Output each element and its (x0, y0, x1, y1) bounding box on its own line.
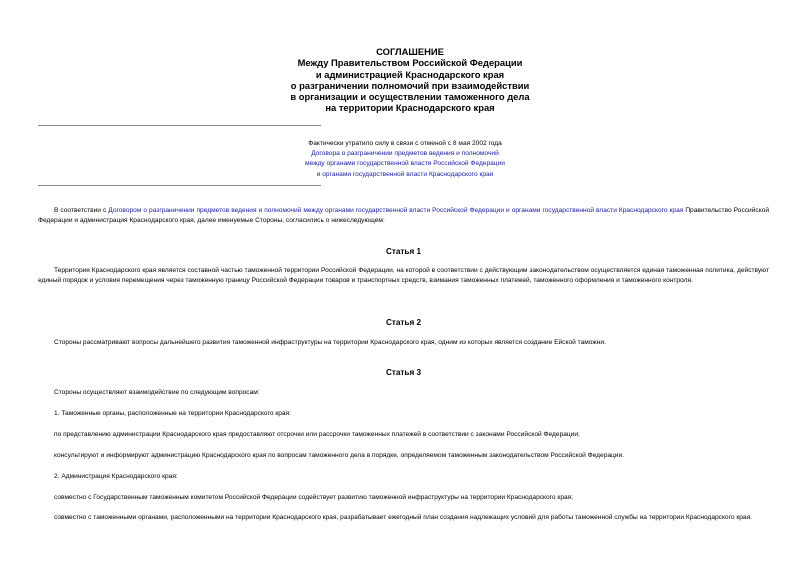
title-line-1: СОГЛАШЕНИЕ (376, 46, 444, 57)
article-1-paragraph-1: Территория Краснодарского края является составной частью таможенной территории Российской Федерации, на которой в соответствии с действующим законодательством осуществляется единая таможенная политика, действуют единый порядок и условия перемещения через таможенную границу Российской Федерации товаров и транспортных средств, взимания таможенных платежей, таможенного оформления и таможенного контроля. (38, 267, 769, 285)
article-2-paragraph-1: Стороны рассматривают вопросы дальнейшего развития таможенной инфраструктуры на территории Краснодарского края, одним из которых является создание Ейской таможни. (54, 339, 606, 346)
title-line-6: на территории Краснодарского края (325, 102, 495, 114)
article-3-paragraph-6: совместно с Государственным таможенным комитетом Российской Федерации содействует развитию таможенной инфраструктуры на территории Краснодарского края; (54, 494, 574, 501)
article-3-paragraph-1: Стороны осуществляют взаимодействие по следующим вопросам: (54, 389, 260, 396)
article-3-paragraph-7: совместно с таможенными органами, расположенными на территории Краснодарского края, разрабатывает ежегодный план создания надлежащих условий для работы таможенной службы на территории Краснодарского края. (54, 514, 752, 521)
status-text: Фактически утратило силу в связи с отменой с 8 мая 2002 года (308, 140, 502, 147)
title-line-2: Между Правительством Российской Федерации (297, 57, 523, 69)
title-line-5: в организации и осуществлении таможенного дела (290, 91, 530, 103)
document-title (150, 46, 670, 114)
title-line-3: и администрацией Краснодарского края (315, 68, 505, 80)
top-divider (38, 125, 321, 126)
article-3-paragraph-5: 2. Администрация Краснодарского края: (54, 473, 178, 480)
article-3-paragraph-3: по представлению администрации Краснодарского края предоставляют отсрочки или рассрочки таможенных платежей в соответствии с законами Российской Федерации; (54, 431, 580, 438)
treaty-link[interactable]: Договором о разграничении предметов ведения и полномочий между органами государственной власти Российской Федерации и органами государственной власти Краснодарского края (108, 207, 684, 214)
status-link-line-1[interactable]: Договора о разграничении предметов ведения и полномочий (311, 150, 499, 158)
preamble-text-before: В соответствии с (54, 207, 109, 214)
preamble-text-after: Правительство Российской Федерации и администрация Краснодарского края, далее именуемые Стороны, согласились о нижеследующем: (38, 207, 770, 225)
status-note (270, 139, 540, 180)
status-link-line-2[interactable]: между органами государственной власти Российской Федерации (305, 160, 505, 168)
article-3-heading: Статья 3 (385, 368, 422, 377)
article-1-heading: Статья 1 (385, 247, 422, 256)
title-line-4: о разграничении полномочий при взаимодействии (290, 79, 530, 91)
bottom-divider (38, 185, 321, 186)
status-link-line-3[interactable]: и органами государственной власти Краснодарского края (316, 170, 494, 178)
preamble-paragraph (38, 206, 769, 226)
article-2-heading: Статья 2 (385, 318, 422, 327)
article-3-paragraph-2: 1. Таможенные органы, расположенные на территории Краснодарского края: (54, 410, 291, 417)
article-3-paragraph-4: консультируют и информируют администрацию Краснодарского края по вопросам таможенного дела в порядке, определяемом таможенным законодательством Российской Федерации. (54, 452, 625, 459)
